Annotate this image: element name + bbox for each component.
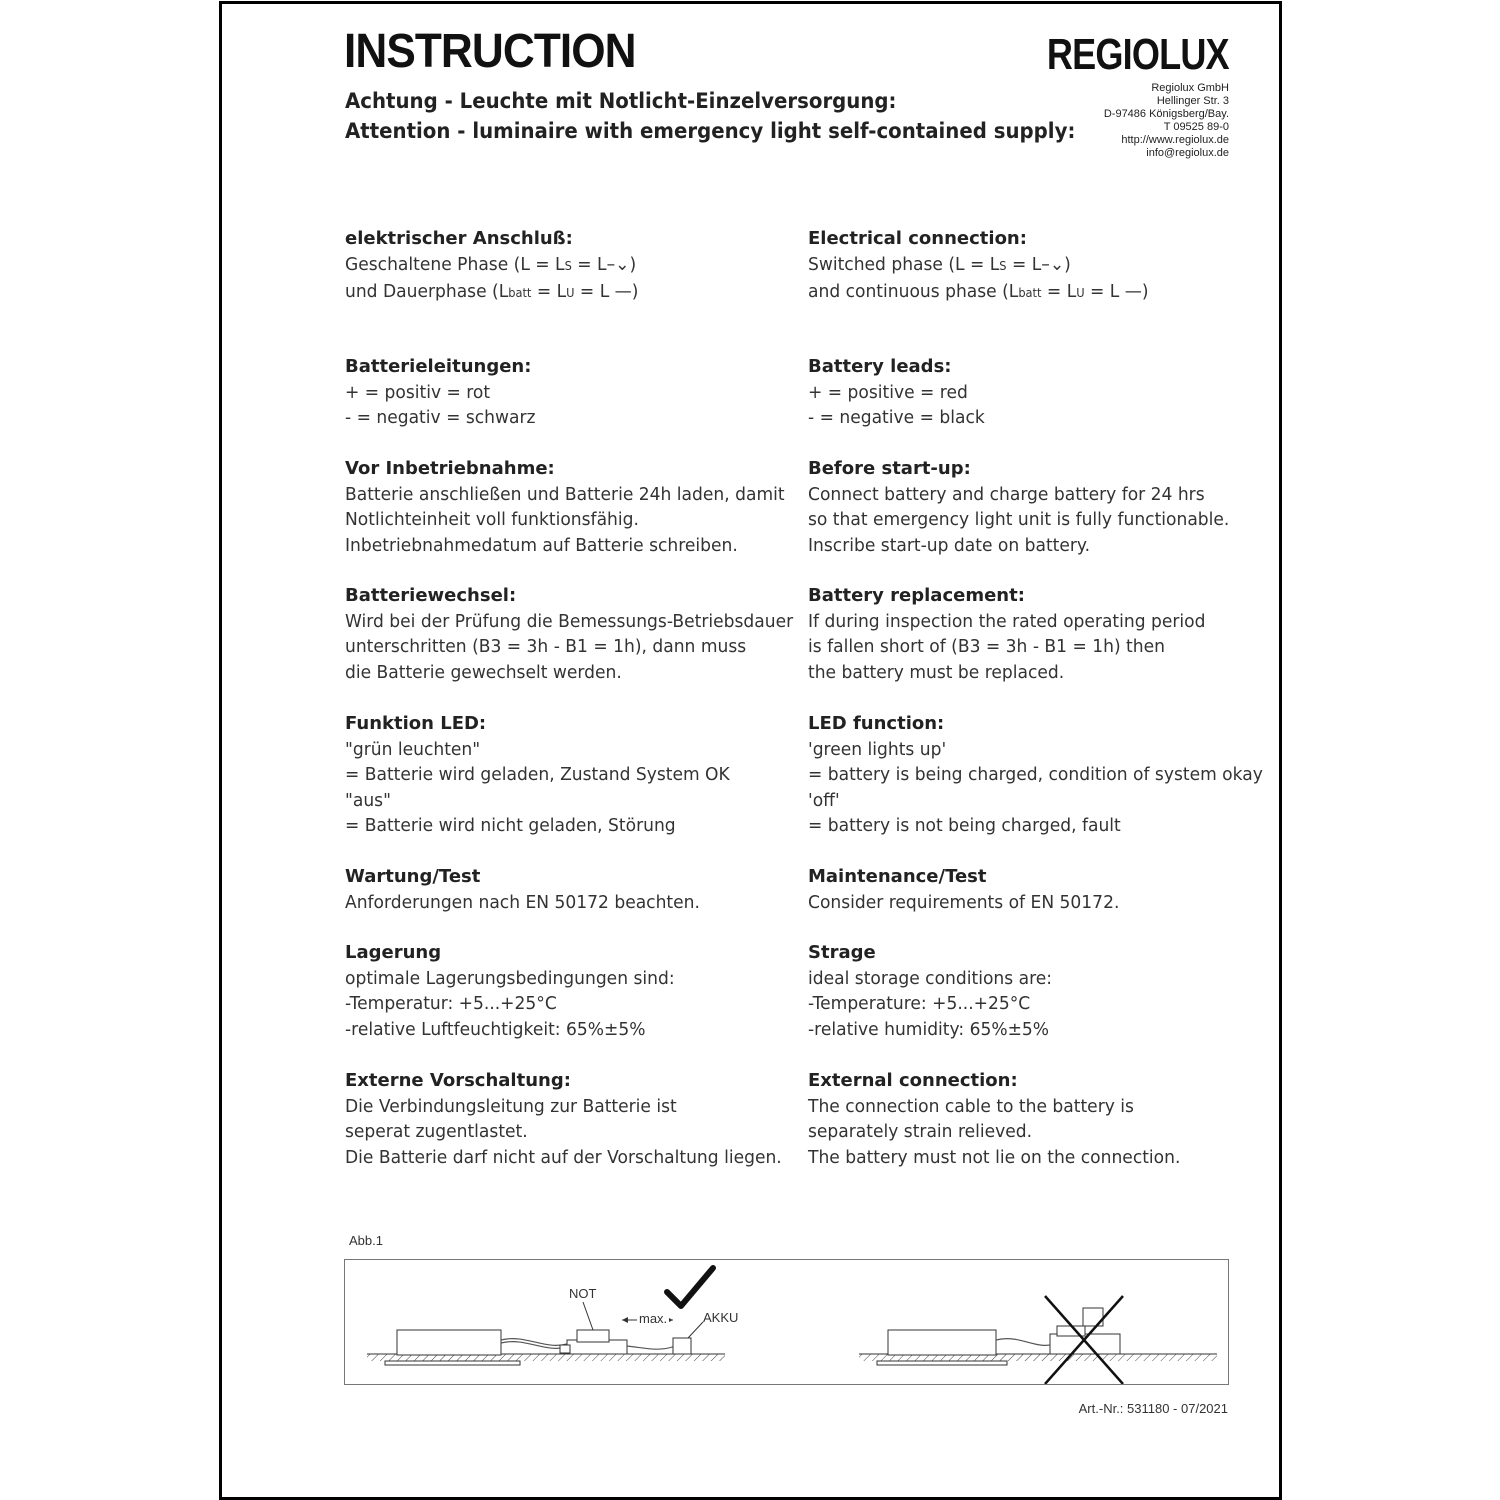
section-line: = Batterie wird nicht geladen, Störung <box>345 815 676 836</box>
section-title: Batterieleitungen: <box>345 356 532 377</box>
luminaire-housing <box>877 1361 1007 1365</box>
section-title: Vor Inbetriebnahme: <box>345 458 555 479</box>
section-line: seperat zugentlastet. <box>345 1121 528 1142</box>
luminaire-ballast <box>888 1330 996 1355</box>
section-external-connection-de <box>345 1068 805 1170</box>
section-battery-leads-de <box>345 354 805 431</box>
section-line: -relative Luftfeuchtigkeit: 65%±5% <box>345 1018 646 1040</box>
section-line: Notlichteinheit voll funktionsfähig. <box>345 509 639 530</box>
section-title: elektrischer Anschluß: <box>345 228 573 249</box>
section-title: Battery replacement: <box>808 585 1025 606</box>
section-line: and continuous phase (Lbatt = LU = L —) <box>808 281 1149 302</box>
section-maintenance-en <box>808 864 1268 915</box>
address-line: D-97486 Königsberg/Bay. <box>1103 108 1229 120</box>
section-before-startup-de <box>345 456 805 558</box>
section-line: The battery must not lie on the connection. <box>808 1146 1181 1168</box>
connection-cable <box>996 1339 1055 1346</box>
address-line: info@regiolux.de <box>1146 147 1229 159</box>
section-battery-leads-en <box>808 354 1268 431</box>
section-line: - = negative = black <box>808 407 985 428</box>
incorrect-installation-diagram <box>859 1296 1217 1384</box>
subtitle-german: Achtung - Leuchte mit Notlicht-Einzelversorgung: <box>345 89 897 113</box>
figure-label: Abb.1 <box>349 1233 383 1248</box>
section-title: Before start-up: <box>808 458 971 479</box>
section-line: + = positive = red <box>808 381 968 403</box>
section-line: + = positiv = rot <box>345 381 491 403</box>
brand-logo: REGIOLUX <box>1047 30 1229 79</box>
section-external-connection-en <box>808 1068 1268 1170</box>
section-line: ideal storage conditions are: <box>808 967 1053 989</box>
section-title: Electrical connection: <box>808 228 1027 249</box>
section-led-function-de <box>345 711 805 839</box>
section-title: Wartung/Test <box>345 866 481 887</box>
section-line: "grün leuchten" <box>345 738 481 760</box>
section-title: Strage <box>808 942 876 963</box>
section-line: -Temperatur: +5...+25°C <box>345 993 557 1014</box>
luminaire-ballast <box>397 1330 501 1355</box>
section-line: = battery is not being charged, fault <box>808 815 1121 836</box>
installation-figure <box>344 1259 1229 1385</box>
section-line: = Batterie wird geladen, Zustand System OK <box>345 764 730 785</box>
section-line: "aus" <box>345 789 391 811</box>
section-line: Inscribe start-up date on battery. <box>808 534 1091 556</box>
luminaire-housing <box>385 1361 520 1365</box>
checkmark-icon <box>667 1268 713 1306</box>
subtitle-block <box>345 86 1075 146</box>
section-line: -Temperature: +5...+25°C <box>808 993 1031 1014</box>
section-line: Geschaltene Phase (L = LS = L–⌄) <box>345 253 637 275</box>
installation-diagram <box>345 1260 1228 1384</box>
section-electrical-connection-de <box>345 226 805 307</box>
page-title: INSTRUCTION <box>344 25 636 78</box>
section-line: 'off' <box>808 789 840 811</box>
section-line: Die Batterie darf nicht auf der Vorschaltung liegen. <box>345 1146 782 1168</box>
section-line: optimale Lagerungsbedingungen sind: <box>345 967 675 989</box>
section-storage-en <box>808 940 1268 1042</box>
section-title: LED function: <box>808 713 945 734</box>
section-line: separately strain relieved. <box>808 1121 1033 1142</box>
section-line: Batterie anschließen und Batterie 24h laden, damit <box>345 483 785 505</box>
address-line: Hellinger Str. 3 <box>1156 95 1229 107</box>
section-line: the battery must be replaced. <box>808 661 1065 683</box>
section-before-startup-en <box>808 456 1268 558</box>
section-title: Batteriewechsel: <box>345 585 517 606</box>
address-line: Regiolux GmbH <box>1151 82 1229 94</box>
section-line: If during inspection the rated operating period <box>808 610 1206 632</box>
section-led-function-en <box>808 711 1268 839</box>
section-line: unterschritten (B3 = 3h - B1 = 1h), dann muss <box>345 636 747 657</box>
section-line: -relative humidity: 65%±5% <box>808 1018 1050 1040</box>
article-number: Art.-Nr.: 531180 - 07/2021 <box>1078 1401 1228 1416</box>
section-battery-replacement-de <box>345 583 805 685</box>
section-line: The connection cable to the battery is <box>808 1095 1134 1117</box>
not-label: NOT <box>569 1286 597 1301</box>
section-line: = battery is being charged, condition of system okay <box>808 764 1263 785</box>
section-title: External connection: <box>808 1070 1018 1091</box>
address-line: http://www.regiolux.de <box>1121 134 1229 146</box>
company-address <box>1104 82 1229 160</box>
section-line: Consider requirements of EN 50172. <box>808 891 1120 913</box>
subtitle-english: Attention - luminaire with emergency light self-contained supply: <box>345 119 1076 143</box>
section-battery-replacement-en <box>808 583 1268 685</box>
section-line: Wird bei der Prüfung die Bemessungs-Betriebsdauer <box>345 610 794 632</box>
section-line: so that emergency light unit is fully functionable. <box>808 509 1230 530</box>
battery-pack <box>673 1338 691 1354</box>
section-line: Switched phase (L = LS = L–⌄) <box>808 253 1071 275</box>
correct-installation-diagram <box>367 1268 738 1365</box>
section-line: Die Verbindungsleitung zur Batterie ist <box>345 1095 677 1117</box>
section-line: und Dauerphase (Lbatt = LU = L —) <box>345 281 639 302</box>
section-line: die Batterie gewechselt werden. <box>345 661 622 683</box>
max-distance-label: max. <box>639 1311 668 1326</box>
section-title: Battery leads: <box>808 356 952 377</box>
section-electrical-connection-en <box>808 226 1268 307</box>
section-title: Externe Vorschaltung: <box>345 1070 571 1091</box>
section-title: Maintenance/Test <box>808 866 987 887</box>
section-line: Inbetriebnahmedatum auf Batterie schreiben. <box>345 534 738 556</box>
section-storage-de <box>345 940 805 1042</box>
section-title: Funktion LED: <box>345 713 487 734</box>
akku-label: AKKU <box>703 1310 739 1325</box>
section-maintenance-de <box>345 864 805 915</box>
section-line: 'green lights up' <box>808 738 947 760</box>
section-line: is fallen short of (B3 = 3h - B1 = 1h) then <box>808 636 1165 657</box>
section-line: Anforderungen nach EN 50172 beachten. <box>345 891 700 913</box>
section-line: Connect battery and charge battery for 24 hrs <box>808 483 1205 505</box>
section-line: - = negativ = schwarz <box>345 407 536 428</box>
section-title: Lagerung <box>345 942 442 963</box>
address-line: T 09525 89-0 <box>1163 121 1229 133</box>
